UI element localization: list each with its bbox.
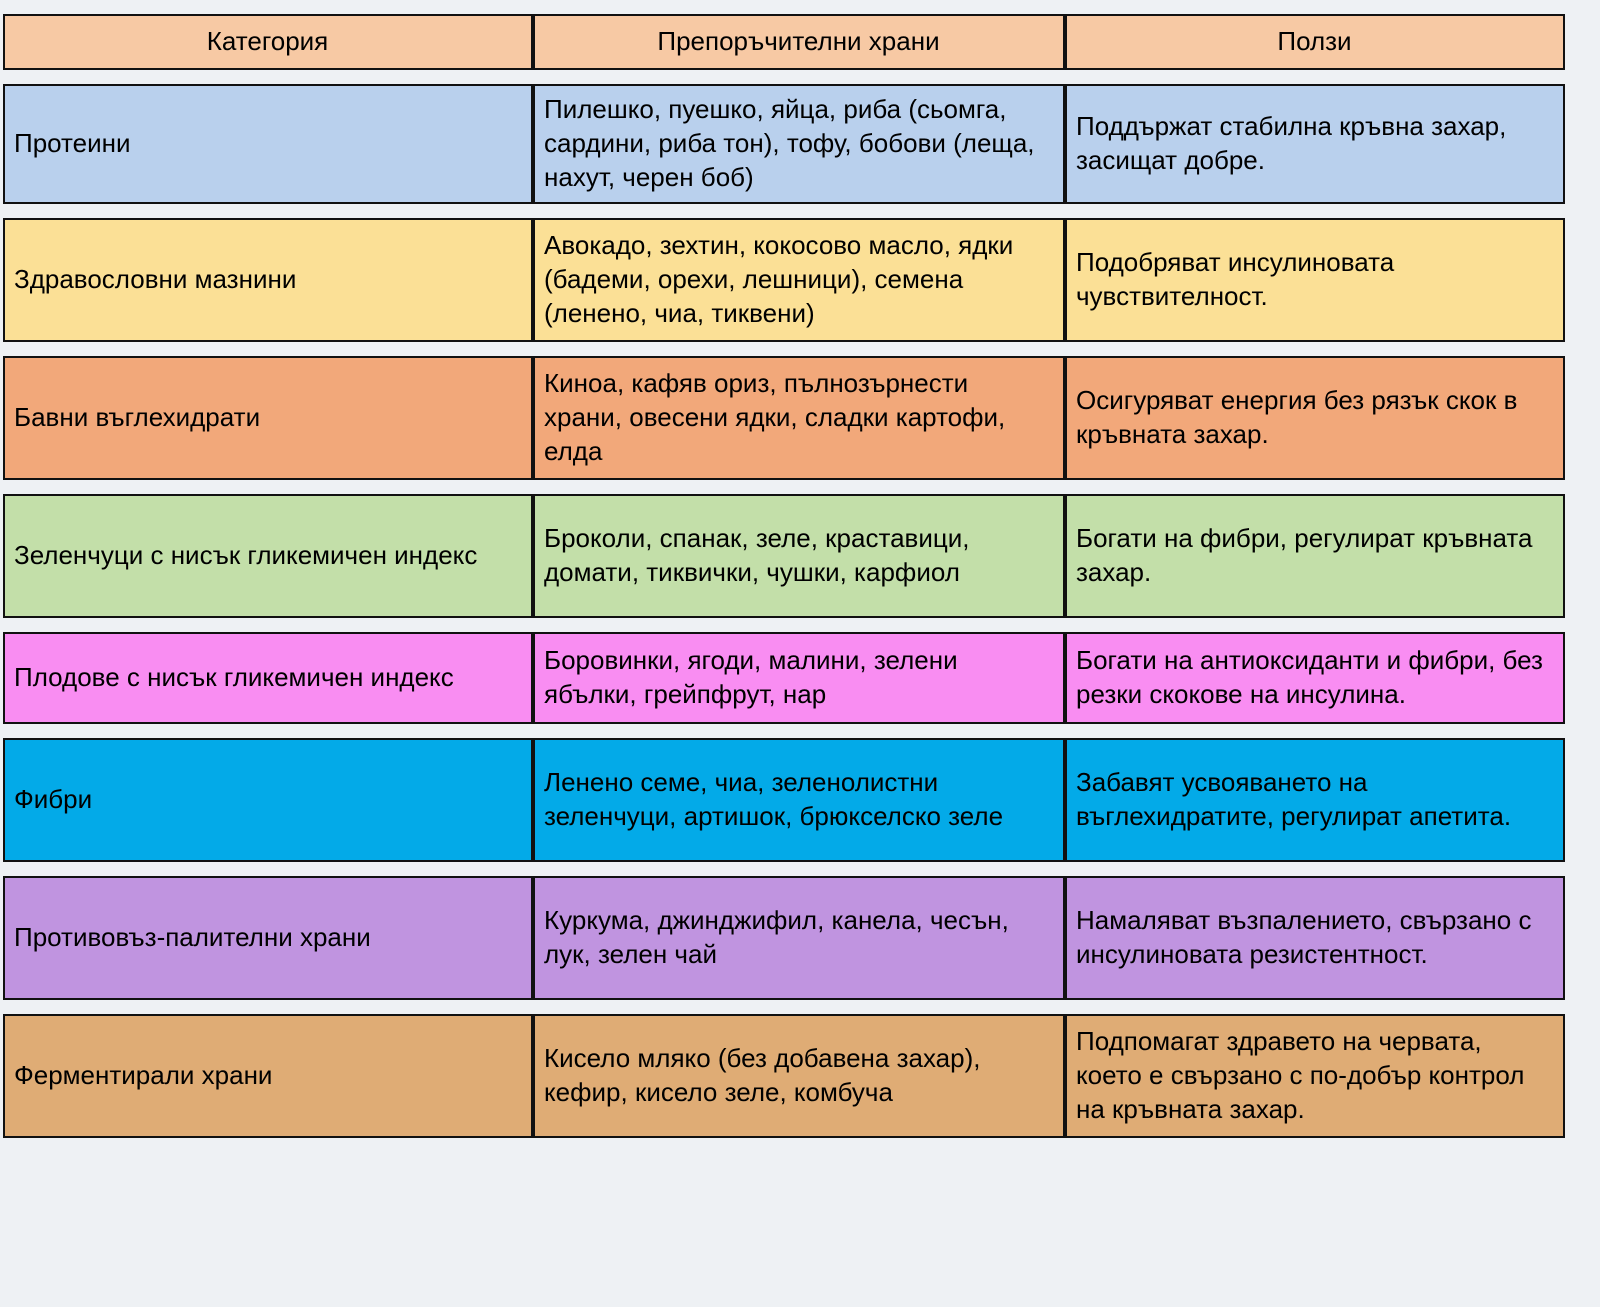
table-row xyxy=(3,738,1565,862)
cell-benefits: Богати на антиоксиданти и фибри, без резки скокове на инсулина. xyxy=(1065,632,1565,724)
cell-recommended-foods: Авокадо, зехтин, кокосово масло, ядки (бадеми, орехи, лешници), семена (ленено, чиа, тиквени) xyxy=(533,218,1065,342)
cell-recommended-foods: Броколи, спанак, зеле, краставици, домати, тиквички, чушки, карфиол xyxy=(533,494,1065,618)
table-row xyxy=(3,1014,1565,1138)
table-body xyxy=(3,84,1565,1138)
recommended-foods-table xyxy=(3,0,1565,1152)
cell-benefits: Подобряват инсулиновата чувствителност. xyxy=(1065,218,1565,342)
cell-benefits: Намаляват възпалението, свързано с инсулиновата резистентност. xyxy=(1065,876,1565,1000)
table-row xyxy=(3,632,1565,724)
cell-benefits: Богати на фибри, регулират кръвната захар. xyxy=(1065,494,1565,618)
cell-benefits: Поддържат стабилна кръвна захар, засищат добре. xyxy=(1065,84,1565,204)
cell-benefits: Забавят усвояването на въглехидратите, регулират апетита. xyxy=(1065,738,1565,862)
cell-recommended-foods: Боровинки, ягоди, малини, зелени ябълки, грейпфрут, нар xyxy=(533,632,1065,724)
cell-recommended-foods: Киноа, кафяв ориз, пълнозърнести храни, овесени ядки, сладки картофи, елда xyxy=(533,356,1065,480)
cell-category: Здравословни мазнини xyxy=(3,218,533,342)
cell-benefits: Осигуряват енергия без рязък скок в кръвната захар. xyxy=(1065,356,1565,480)
header-cell-category: Категория xyxy=(3,14,533,70)
table-row xyxy=(3,356,1565,480)
table-row xyxy=(3,218,1565,342)
table-row xyxy=(3,84,1565,204)
cell-benefits: Подпомагат здравето на червата, което е свързано с по-добър контрол на кръвната захар. xyxy=(1065,1014,1565,1138)
cell-category: Зеленчуци с нисък гликемичен индекс xyxy=(3,494,533,618)
table-header-row xyxy=(3,14,1565,70)
table-row xyxy=(3,876,1565,1000)
header-cell-benefits: Ползи xyxy=(1065,14,1565,70)
header-cell-recommended-foods: Препоръчителни храни xyxy=(533,14,1065,70)
cell-category: Бавни въглехидрати xyxy=(3,356,533,480)
cell-recommended-foods: Ленено семе, чиа, зеленолистни зеленчуци, артишок, брюкселско зеле xyxy=(533,738,1065,862)
table-header xyxy=(3,14,1565,70)
cell-recommended-foods: Кисело мляко (без добавена захар), кефир, кисело зеле, комбуча xyxy=(533,1014,1065,1138)
cell-category: Фибри xyxy=(3,738,533,862)
cell-category: Ферментирали храни xyxy=(3,1014,533,1138)
cell-recommended-foods: Куркума, джинджифил, канела, чесън, лук, зелен чай xyxy=(533,876,1065,1000)
table-row xyxy=(3,494,1565,618)
cell-recommended-foods: Пилешко, пуешко, яйца, риба (сьомга, сардини, риба тон), тофу, бобови (леща, нахут, черен боб) xyxy=(533,84,1065,204)
cell-category: Плодове с нисък гликемичен индекс xyxy=(3,632,533,724)
cell-category: Противовъз-палителни храни xyxy=(3,876,533,1000)
cell-category: Протеини xyxy=(3,84,533,204)
